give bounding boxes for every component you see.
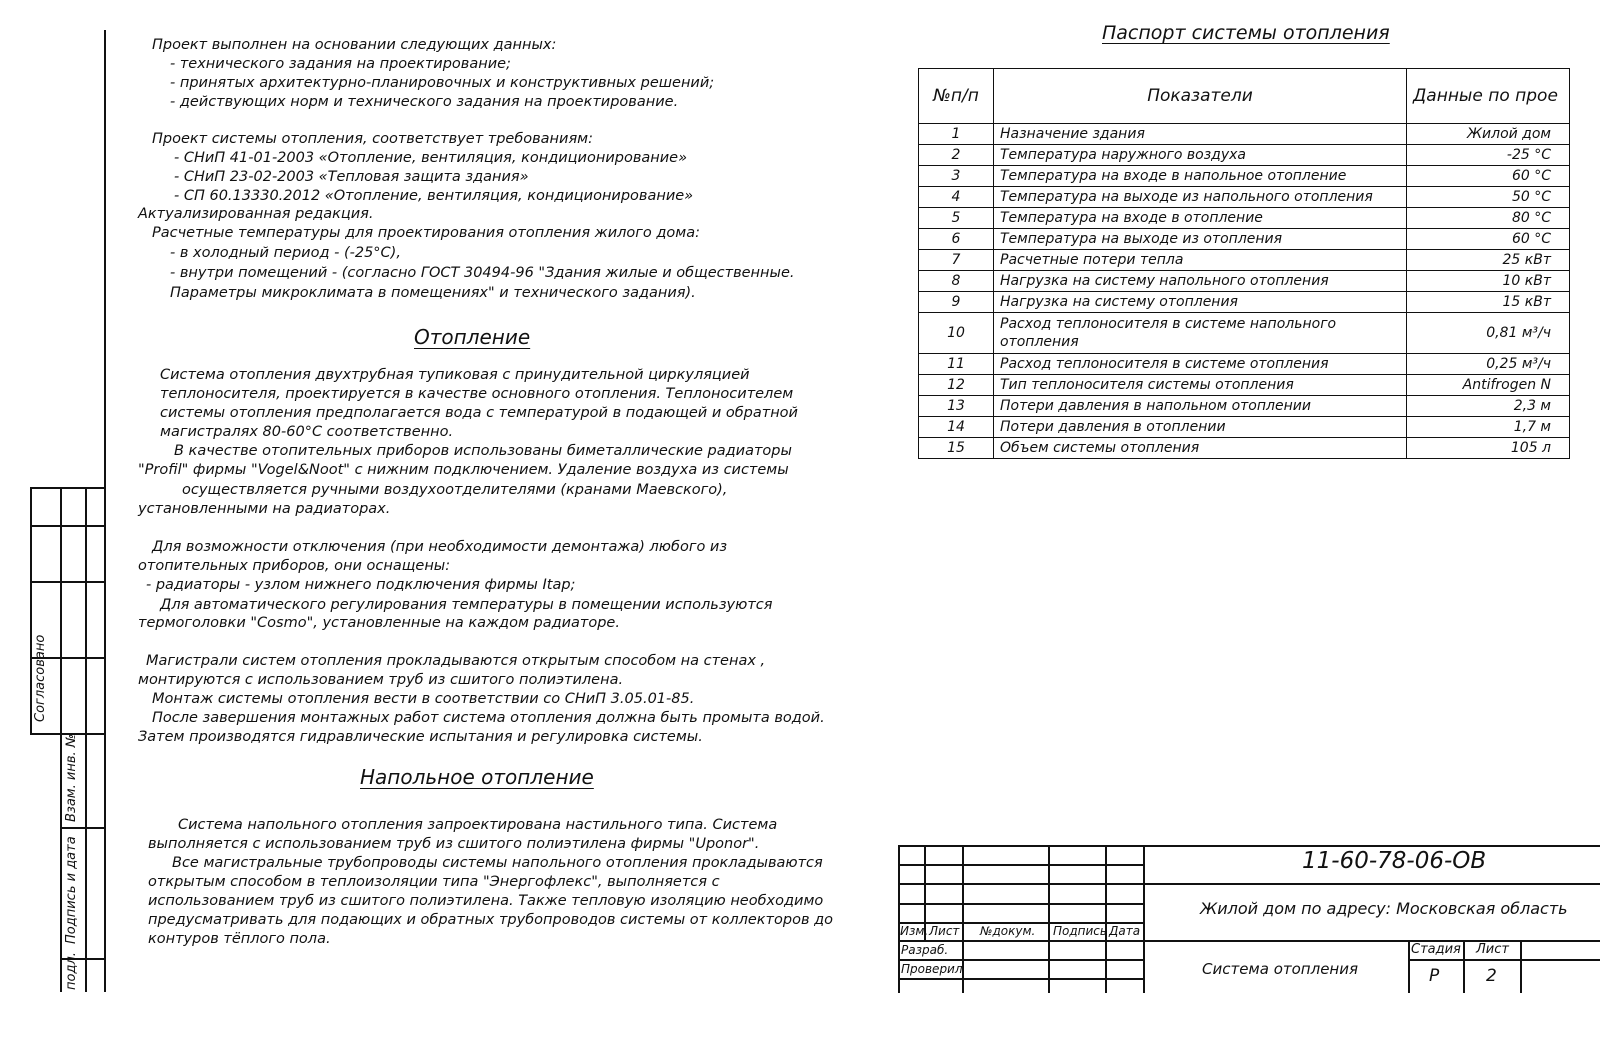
- row-value: Antifrogen N: [1407, 375, 1570, 396]
- row-number: 14: [919, 417, 994, 438]
- inv-label: Взам. инв. №: [64, 733, 79, 822]
- row-indicator: Температура наружного воздуха: [994, 145, 1407, 166]
- row-number: 4: [919, 187, 994, 208]
- row-value: 50 °С: [1407, 187, 1570, 208]
- sheet-value: 2: [1486, 966, 1497, 986]
- row-indicator: Потери давления в отоплении: [994, 417, 1407, 438]
- table-row: [919, 187, 1570, 208]
- note-line: - СП 60.13330.2012 «Отопление, вентиляция, кондиционирование»: [174, 188, 694, 204]
- note-line: установленными на радиаторах.: [138, 501, 391, 517]
- note-line: Система напольного отопления запроектирована настильного типа. Система: [178, 817, 778, 833]
- row-indicator: Нагрузка на систему напольного отопления: [994, 271, 1407, 292]
- row-number: 11: [919, 354, 994, 375]
- row-number: 5: [919, 208, 994, 229]
- row-value: 25 кВт: [1407, 250, 1570, 271]
- note-line: отопительных приборов, они оснащены:: [138, 558, 451, 574]
- object-name: Жилой дом по адресу: Московская область: [1200, 899, 1568, 918]
- row-number: 7: [919, 250, 994, 271]
- table-row: [919, 417, 1570, 438]
- row-value: 80 °С: [1407, 208, 1570, 229]
- table-row: [919, 229, 1570, 250]
- table-row: [919, 145, 1570, 166]
- row-indicator: Температура на входе в отопление: [994, 208, 1407, 229]
- passport-table: [918, 68, 1570, 459]
- note-line: После завершения монтажных работ система отопления должна быть промыта водой.: [152, 710, 825, 726]
- note-line: открытым способом в теплоизоляции типа "Энергофлекс", выполняется с: [148, 874, 720, 890]
- note-line: Для возможности отключения (при необходимости демонтажа) любого из: [152, 539, 728, 555]
- row-value: 60 °С: [1407, 166, 1570, 187]
- row-indicator: Нагрузка на систему отопления: [994, 292, 1407, 313]
- table-row: [919, 396, 1570, 417]
- note-line: - СНиП 41-01-2003 «Отопление, вентиляция, кондиционирование»: [174, 150, 688, 166]
- note-line: Все магистральные трубопроводы системы напольного отопления прокладываются: [172, 855, 823, 871]
- orig-label: подл.: [64, 952, 79, 990]
- row-indicator: Расчетные потери тепла: [994, 250, 1407, 271]
- row-value: 105 л: [1407, 438, 1570, 459]
- note-line: предусматривать для подающих и обратных трубопроводов системы от коллекторов до: [148, 912, 833, 928]
- row-indicator: Расход теплоносителя в системе отопления: [994, 354, 1407, 375]
- row-value: Жилой дом: [1407, 124, 1570, 145]
- row-number: 2: [919, 145, 994, 166]
- table-row: [919, 124, 1570, 145]
- note-line: осуществляется ручными воздухоотделителями (кранами Маевского),: [182, 482, 728, 498]
- note-line: - СНиП 23-02-2003 «Тепловая защита здания»: [174, 169, 529, 185]
- col-list: Лист: [929, 924, 960, 938]
- row-value: 2,3 м: [1407, 396, 1570, 417]
- col-sign: Подпись: [1053, 924, 1107, 938]
- row-indicator: Потери давления в напольном отоплении: [994, 396, 1407, 417]
- row-indicator: Расход теплоносителя в системе напольного отопления: [994, 313, 1407, 354]
- row-indicator: Объем системы отопления: [994, 438, 1407, 459]
- note-line: - в холодный период - (-25°С),: [170, 245, 401, 261]
- note-line: Система отопления двухтрубная тупиковая с принудительной циркуляцией: [160, 367, 750, 383]
- row-number: 10: [919, 313, 994, 354]
- stage-label: Стадия: [1411, 942, 1461, 957]
- table-row: [919, 313, 1570, 354]
- table-row: [919, 271, 1570, 292]
- note-line: контуров тёплого пола.: [148, 931, 331, 947]
- note-line: Затем производятся гидравлические испытания и регулировка системы.: [138, 729, 703, 745]
- row-number: 9: [919, 292, 994, 313]
- row-value: -25 °С: [1407, 145, 1570, 166]
- agreed-label: Согласовано: [33, 634, 48, 722]
- note-line: системы отопления предполагается вода с температурой в подающей и обратной: [160, 405, 798, 421]
- row-number: 1: [919, 124, 994, 145]
- row-value: 1,7 м: [1407, 417, 1570, 438]
- table-row: [919, 250, 1570, 271]
- sign-date-label: Подпись и дата: [64, 836, 79, 944]
- passport-title: Паспорт системы отопления: [1102, 22, 1390, 44]
- row-value: 0,25 м³/ч: [1407, 354, 1570, 375]
- col-value-header: Данные по прое: [1407, 69, 1570, 124]
- table-row: [919, 208, 1570, 229]
- col-izm: Изм.: [900, 924, 929, 938]
- note-line: - внутри помещений - (согласно ГОСТ 30494-96 "Здания жилые и общественные.: [170, 265, 795, 281]
- frame-left-line: [104, 30, 106, 992]
- razrab-label: Разраб.: [901, 943, 949, 957]
- note-line: термоголовки "Cosmo", установленные на каждом радиаторе.: [138, 615, 620, 631]
- stage-value: Р: [1429, 966, 1440, 986]
- table-row: [919, 292, 1570, 313]
- note-line: Расчетные температуры для проектирования отопления жилого дома:: [152, 225, 700, 241]
- table-row: [919, 438, 1570, 459]
- row-indicator: Температура на выходе из напольного отопления: [994, 187, 1407, 208]
- row-value: 60 °С: [1407, 229, 1570, 250]
- note-line: монтируются с использованием труб из сшитого полиэтилена.: [138, 672, 624, 688]
- note-line: Магистрали систем отопления прокладываются открытым способом на стенах ,: [146, 653, 766, 669]
- document-code: 11-60-78-06-ОВ: [1302, 848, 1487, 874]
- heading-heating: Отопление: [414, 325, 531, 349]
- heading-floor-heating: Напольное отопление: [360, 765, 594, 789]
- proveril-label: Проверил: [901, 962, 963, 976]
- row-value: 0,81 м³/ч: [1407, 313, 1570, 354]
- row-number: 15: [919, 438, 994, 459]
- col-date: Дата: [1109, 924, 1141, 938]
- col-number-header: №п/п: [919, 69, 994, 124]
- note-line: теплоносителя, проектируется в качестве основного отопления. Теплоносителем: [160, 386, 794, 402]
- note-line: - радиаторы - узлом нижнего подключения фирмы Itap;: [146, 577, 576, 593]
- table-row: [919, 166, 1570, 187]
- note-line: Проект системы отопления, соответствует требованиям:: [152, 131, 594, 147]
- row-indicator: Тип теплоносителя системы отопления: [994, 375, 1407, 396]
- table-row: [919, 354, 1570, 375]
- col-indicator-header: Показатели: [994, 69, 1407, 124]
- row-indicator: Температура на выходе из отопления: [994, 229, 1407, 250]
- row-indicator: Назначение здания: [994, 124, 1407, 145]
- note-line: - технического задания на проектирование;: [170, 56, 511, 72]
- note-line: "Profil" фирмы "Vogel&Noot" с нижним подключением. Удаление воздуха из системы: [138, 462, 789, 478]
- note-line: - принятых архитектурно-планировочных и конструктивных решений;: [170, 75, 715, 91]
- note-line: Монтаж системы отопления вести в соответствии со СНиП 3.05.01-85.: [152, 691, 695, 707]
- row-number: 12: [919, 375, 994, 396]
- note-line: использованием труб из сшитого полиэтилена. Также тепловую изоляцию необходимо: [148, 893, 824, 909]
- row-number: 3: [919, 166, 994, 187]
- row-value: 15 кВт: [1407, 292, 1570, 313]
- note-line: В качестве отопительных приборов использованы биметаллические радиаторы: [174, 443, 792, 459]
- note-line: выполняется с использованием труб из сшитого полиэтилена фирмы "Uponor".: [148, 836, 760, 852]
- sheet-label: Лист: [1476, 942, 1509, 957]
- table-row: [919, 375, 1570, 396]
- sheet-name: Система отопления: [1202, 960, 1359, 978]
- note-line: - действующих норм и технического задания на проектирование.: [170, 94, 679, 110]
- col-doc: №докум.: [980, 924, 1036, 938]
- row-number: 8: [919, 271, 994, 292]
- note-line: Параметры микроклимата в помещениях" и технического задания).: [170, 285, 696, 301]
- note-line: Для автоматического регулирования температуры в помещении используются: [160, 597, 773, 613]
- row-indicator: Температура на входе в напольное отопление: [994, 166, 1407, 187]
- note-line: Актуализированная редакция.: [138, 206, 374, 222]
- note-line: Проект выполнен на основании следующих данных:: [152, 37, 557, 53]
- note-line: магистралях 80-60°С соответственно.: [160, 424, 454, 440]
- table-header-row: [919, 69, 1570, 124]
- row-value: 10 кВт: [1407, 271, 1570, 292]
- row-number: 13: [919, 396, 994, 417]
- row-number: 6: [919, 229, 994, 250]
